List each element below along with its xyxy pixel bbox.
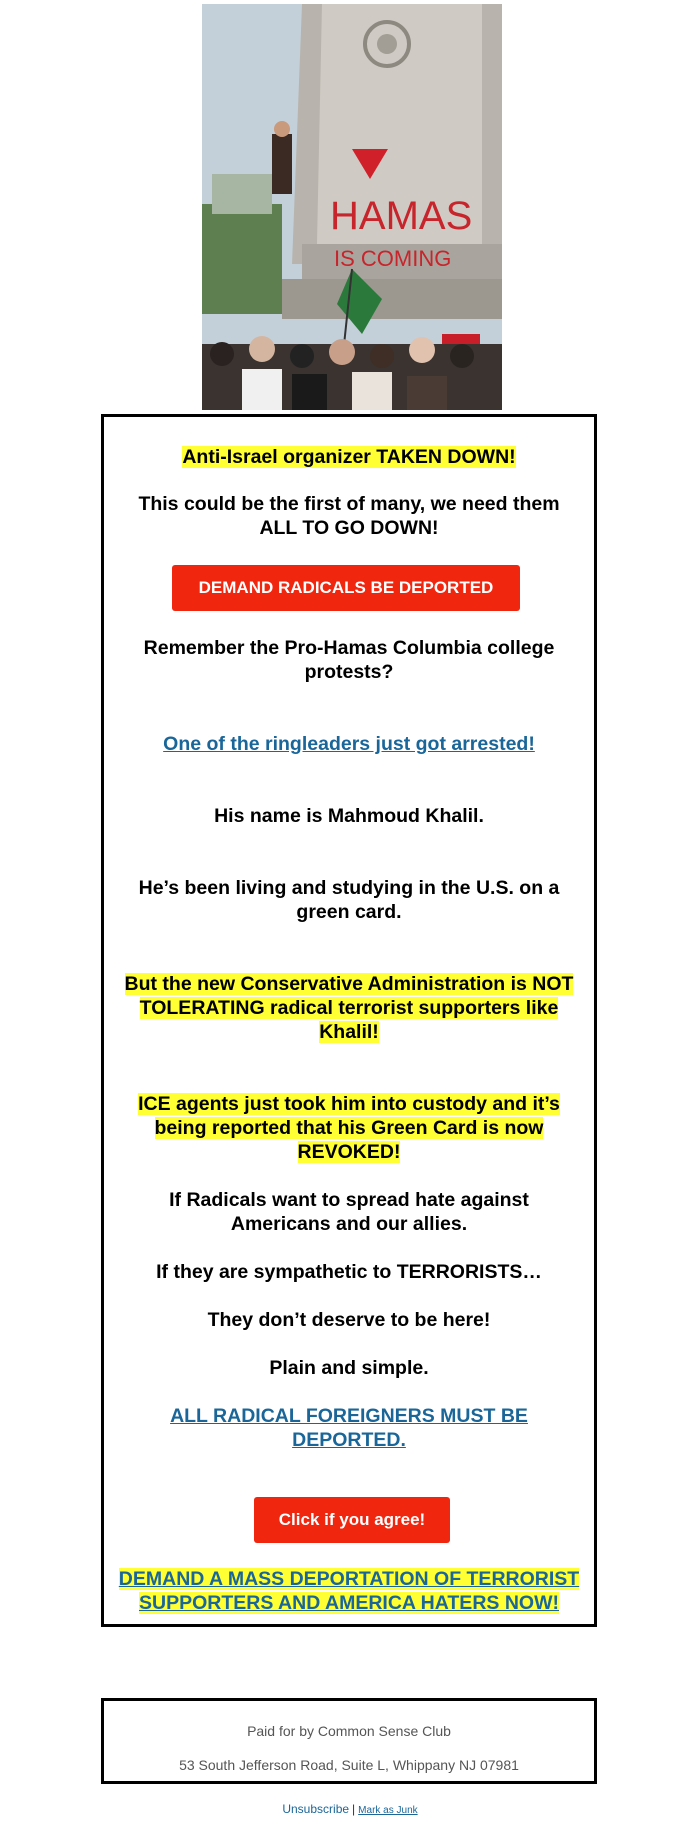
paragraph-radicals: [114, 1188, 584, 1236]
paragraph-columbia: [114, 636, 584, 684]
graffiti-hamas: HAMAS: [330, 194, 473, 238]
paragraph-line: protests?: [304, 661, 394, 683]
separator: |: [352, 1802, 356, 1816]
radical-foreigners-link-wrap: [114, 1404, 584, 1452]
paragraph-line: ALL TO GO DOWN!: [259, 517, 439, 539]
address-text: 53 South Jefferson Road, Suite L, Whippany NJ 07981: [179, 1757, 519, 1773]
paragraph-line: He’s been living and studying in the U.S. on a: [138, 877, 560, 899]
mass-deportation-link-line2[interactable]: SUPPORTERS AND AMERICA HATERS NOW!: [139, 1592, 559, 1614]
ringleaders-link[interactable]: One of the ringleaders just got arrested!: [163, 733, 535, 755]
headline: [114, 445, 584, 469]
paragraph-dont-deserve: They don’t deserve to be here!: [207, 1309, 491, 1331]
paragraph-green-card: [114, 876, 584, 924]
demand-deport-button[interactable]: DEMAND RADICALS BE DEPORTED: [172, 565, 520, 611]
highlighted-line: being reported that his Green Card is now: [154, 1117, 544, 1139]
paragraph-line: If Radicals want to spread hate against: [169, 1189, 529, 1211]
radical-foreigners-link-line2[interactable]: DEPORTED.: [292, 1429, 406, 1451]
mark-as-junk-link[interactable]: Mark as Junk: [358, 1805, 418, 1816]
hero-photo-illustration: [202, 4, 502, 410]
bottom-links: [0, 1802, 700, 1816]
paragraph-terrorists: If they are sympathetic to TERRORISTS…: [156, 1261, 542, 1283]
mass-deportation-link-wrap: [114, 1567, 584, 1615]
message-card: [101, 414, 597, 1627]
highlighted-line: But the new Conservative Administration is NOT: [124, 973, 574, 995]
highlighted-line: REVOKED!: [297, 1141, 401, 1163]
hero-image: [202, 4, 502, 410]
paragraph-line: This could be the first of many, we need them: [138, 493, 560, 515]
footer-box: [101, 1698, 597, 1784]
ringleaders-link-wrap: [114, 732, 584, 756]
paragraph-plain-simple: Plain and simple.: [269, 1357, 429, 1379]
mass-deportation-link[interactable]: DEMAND A MASS DEPORTATION OF TERRORIST: [118, 1568, 580, 1590]
highlighted-line: TOLERATING radical terrorist supporters like: [139, 997, 559, 1019]
graffiti-line2: IS COMING: [334, 246, 452, 271]
unsubscribe-link[interactable]: Unsubscribe: [282, 1802, 350, 1816]
highlighted-line: Khalil!: [319, 1021, 379, 1043]
paragraph-line: Remember the Pro-Hamas Columbia college: [143, 637, 555, 659]
paragraph-administration: [114, 972, 584, 1044]
highlighted-line: ICE agents just took him into custody and it’s: [138, 1093, 560, 1115]
agree-button[interactable]: Click if you agree!: [254, 1497, 450, 1543]
headline-text: Anti-Israel organizer TAKEN DOWN!: [182, 446, 516, 468]
paragraph-name: His name is Mahmoud Khalil.: [214, 805, 484, 827]
radical-foreigners-link[interactable]: ALL RADICAL FOREIGNERS MUST BE: [170, 1405, 528, 1427]
paragraph-ice: [114, 1092, 584, 1164]
paragraph-first-of-many: [114, 492, 584, 540]
paid-for-text: Paid for by Common Sense Club: [247, 1723, 451, 1739]
paragraph-line: Americans and our allies.: [230, 1213, 468, 1235]
paragraph-line: green card.: [296, 901, 402, 923]
